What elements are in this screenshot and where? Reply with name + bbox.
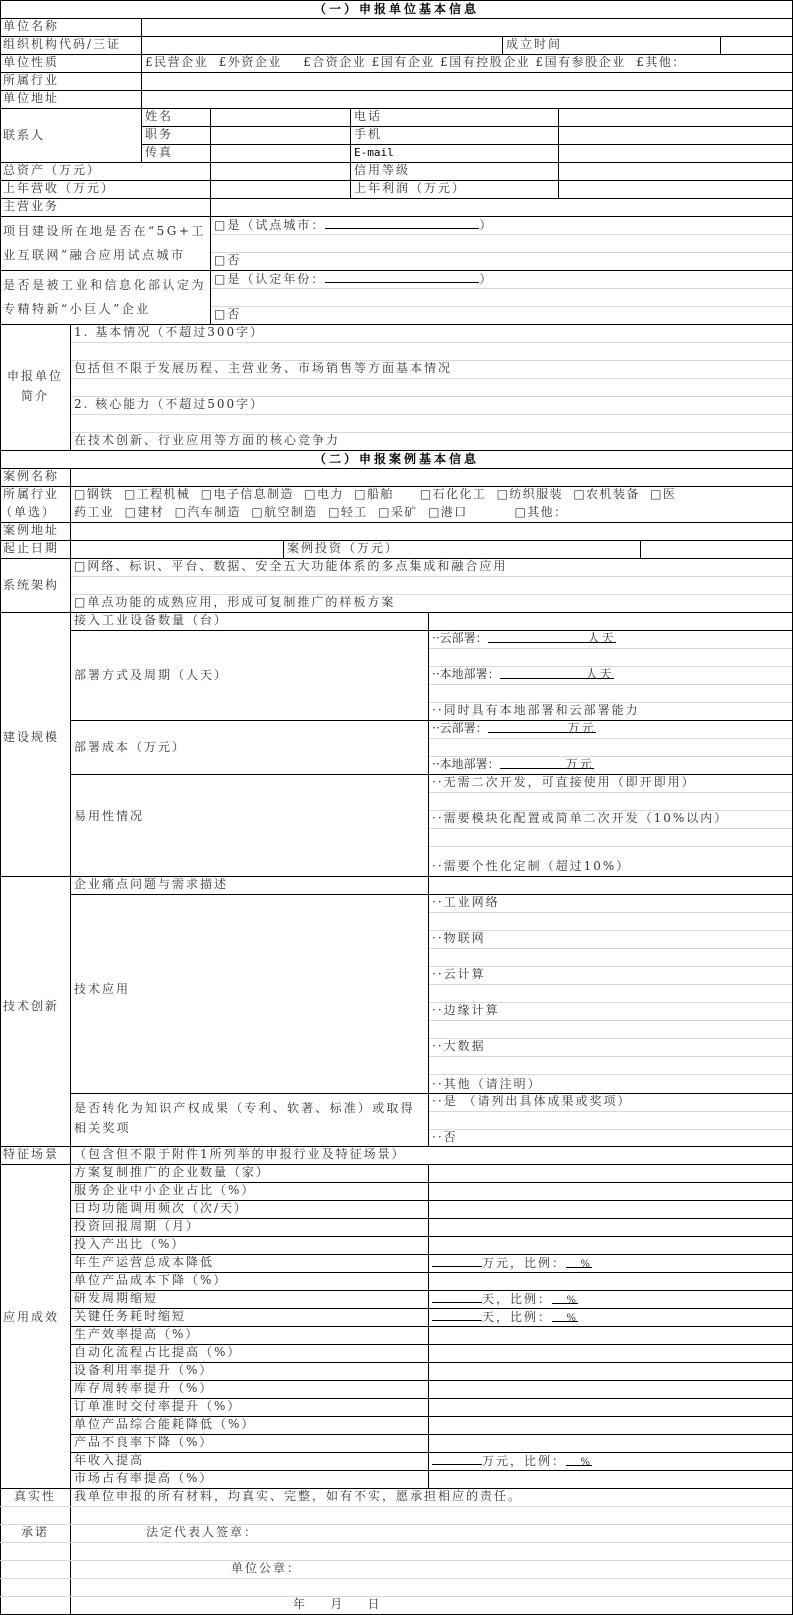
unit-seal[interactable]: 单位公章：: [231, 1561, 302, 1575]
little-giant-year-input[interactable]: [325, 270, 479, 283]
effect-row-value[interactable]: [429, 1272, 792, 1290]
email-field[interactable]: [559, 144, 792, 162]
org-code-label: 组织机构代码/三证: [3, 37, 122, 51]
total-assets-field[interactable]: [211, 162, 349, 180]
architecture-option-2[interactable]: □单点功能的成熟应用，形成可复制推广的样板方案: [74, 595, 396, 609]
effect-row-label: 库存周转率提升（%）: [74, 1381, 214, 1395]
effect-amount-input[interactable]: [432, 1254, 482, 1267]
tech-option-other[interactable]: ··其他（请注明）: [432, 1077, 542, 1091]
case-industry-label-1: 所属行业: [3, 487, 60, 501]
effect-row-label: 单位产品综合能耗降低（%）: [74, 1417, 256, 1431]
effect-ratio-input[interactable]: %: [566, 1255, 592, 1268]
effect-row-value[interactable]: [429, 1236, 792, 1254]
effect-row-value[interactable]: [429, 1218, 792, 1236]
ip-option-yes[interactable]: ··是 （请列出具体成果或奖项）: [432, 1094, 632, 1108]
intro-item-1: 1. 基本情况（不超过300字）: [74, 325, 265, 339]
contact-position-label: 职务: [145, 127, 174, 141]
address-label: 单位地址: [3, 91, 60, 105]
pilot-city-yes[interactable]: □是（试点城市： ）: [214, 218, 494, 232]
industry-label: 所属行业: [3, 73, 60, 87]
intro-item-2: 包括但不限于发展历程、主营业务、市场销售等方面基本情况: [74, 361, 453, 375]
tech-option-bigdata[interactable]: ··大数据: [432, 1039, 486, 1053]
little-giant-question: 是否是被工业和信息化部认定为专精特新“小巨人”企业: [3, 278, 207, 316]
effect-row-value[interactable]: [429, 1416, 792, 1434]
dates-label: 起止日期: [3, 541, 60, 555]
deploy-cloud-option[interactable]: ··云部署： 人天: [432, 631, 616, 645]
contact-position-field[interactable]: [211, 126, 349, 144]
scale-label: 建设规模: [3, 730, 60, 744]
tech-option-cloud[interactable]: ··云计算: [432, 967, 486, 981]
effect-row-value[interactable]: 天，比例： %: [429, 1290, 792, 1308]
total-assets-label: 总资产（万元）: [3, 163, 102, 177]
contact-fax-field[interactable]: [211, 144, 349, 162]
little-giant-yes[interactable]: □是（认定年份： ）: [214, 272, 494, 286]
phone-field[interactable]: [559, 108, 792, 126]
case-address-field[interactable]: [71, 522, 792, 540]
case-name-label: 案例名称: [3, 469, 60, 483]
deploy-local-option[interactable]: ··本地部署： 人天: [432, 667, 614, 681]
effect-row-value[interactable]: [429, 1362, 792, 1380]
nature-options[interactable]: £民营企业 £外资企业 £合资企业 £国有企业 £国有控股企业 £国有参股企业 £其他：: [145, 55, 686, 69]
effect-row-value[interactable]: 万元，比例： %: [429, 1254, 792, 1272]
effect-row-label: 方案复制推广的企业数量（家）: [74, 1165, 271, 1179]
pain-points-field[interactable]: [429, 876, 792, 894]
intro-item-3: 2. 核心能力（不超过500字）: [74, 397, 265, 411]
email-label: E-mail: [354, 146, 394, 159]
contact-name-field[interactable]: [211, 108, 349, 126]
effect-row-value[interactable]: [429, 1380, 792, 1398]
phone-label: 电话: [354, 109, 383, 123]
usability-option-3[interactable]: ··需要个性化定制（超过10%）: [432, 859, 631, 873]
founded-label: 成立时间: [506, 37, 563, 51]
pledge-label-truth: 真实性: [13, 1489, 56, 1503]
effect-row-label: 市场占有率提高（%）: [74, 1471, 214, 1485]
contact-label: 联系人: [3, 128, 46, 142]
effect-row-label: 年生产运营总成本降低: [74, 1255, 215, 1269]
pilot-city-question: 项目建设所在地是否在“5G+工业互联网”融合应用试点城市: [3, 224, 206, 262]
effect-ratio-input[interactable]: %: [552, 1309, 578, 1322]
pilot-city-no[interactable]: □否: [214, 253, 242, 267]
dates-field[interactable]: [71, 540, 283, 558]
case-address-label: 案例地址: [3, 523, 60, 537]
ip-option-no[interactable]: ··否: [432, 1130, 458, 1144]
effect-row-value[interactable]: [429, 1344, 792, 1362]
tech-option-iot[interactable]: ··物联网: [432, 931, 486, 945]
architecture-option-1[interactable]: □网络、标识、平台、数据、安全五大功能体系的多点集成和融合应用: [74, 559, 508, 573]
effect-row-value[interactable]: [429, 1200, 792, 1218]
effect-row-label: 年收入提高: [74, 1453, 145, 1467]
effect-row-label: 生产效率提高（%）: [74, 1327, 200, 1341]
cost-local-input[interactable]: 万元: [500, 756, 594, 769]
usability-label: 易用性情况: [74, 809, 145, 823]
legal-rep-signature[interactable]: 法定代表人签章：: [146, 1525, 259, 1539]
main-business-field[interactable]: [211, 198, 792, 216]
little-giant-no[interactable]: □否: [214, 307, 242, 321]
effect-ratio-input[interactable]: %: [552, 1291, 578, 1304]
devices-field[interactable]: [429, 612, 792, 630]
effect-row-value[interactable]: [429, 1434, 792, 1452]
unit-name-label: 单位名称: [3, 19, 60, 33]
tech-app-label: 技术应用: [74, 982, 131, 996]
effect-amount-input[interactable]: [432, 1290, 482, 1303]
usability-option-1[interactable]: ··无需二次开发，可直接使用（即开即用）: [432, 775, 696, 789]
effect-row-label: 关键任务耗时缩短: [74, 1309, 187, 1323]
industry-field[interactable]: [142, 72, 792, 90]
tech-option-edge[interactable]: ··边缘计算: [432, 1003, 500, 1017]
pledge-statement: 我单位申报的所有材料，均真实、完整，如有不实，愿承担相应的责任。: [74, 1489, 523, 1503]
effect-row-label: 自动化流程占比提高（%）: [74, 1345, 242, 1359]
effect-row-label: 单位产品成本下降（%）: [74, 1273, 228, 1287]
effect-row-value[interactable]: [429, 1164, 792, 1182]
effect-row-label: 投资回报周期（月）: [74, 1219, 201, 1233]
innovation-label: 技术创新: [3, 999, 60, 1013]
effect-row-label: 产品不良率下降（%）: [74, 1435, 214, 1449]
tech-option-network[interactable]: ··工业网络: [432, 895, 500, 909]
deploy-local-days-input[interactable]: 人天: [500, 666, 614, 679]
case-industry-options-1[interactable]: □钢铁 □工程机械 □电子信息制造 □电力 □船舶 □石化化工 □纺织服装 □农机装备 □医: [74, 487, 677, 501]
intro-label: 申报单位简介: [6, 369, 63, 403]
section2-title: （二）申报案例基本信息: [313, 452, 479, 466]
effect-row-label: 研发周期缩短: [74, 1291, 159, 1305]
profit-label: 上年利润（万元）: [354, 181, 467, 195]
revenue-field[interactable]: [211, 180, 349, 198]
section1-title: （一）申报单位基本信息: [313, 2, 479, 16]
intro-item-4: 在技术创新、行业应用等方面的核心竞争力: [74, 433, 341, 447]
deploy-cloud-days-input[interactable]: 人天: [488, 630, 616, 643]
pain-points-label: 企业痛点问题与需求描述: [74, 877, 229, 891]
effect-ratio-input[interactable]: %: [566, 1453, 592, 1466]
deploy-both-option[interactable]: ··同时具有本地部署和云部署能力: [432, 703, 640, 717]
scenario-label: 特征场景: [3, 1147, 60, 1161]
effect-row-value[interactable]: [429, 1182, 792, 1200]
cost-local-option[interactable]: ··本地部署： 万元: [432, 757, 594, 771]
effect-row-label: 日均功能调用频次（次/天）: [74, 1201, 249, 1215]
credit-label: 信用等级: [354, 163, 411, 177]
cost-cloud-input[interactable]: 万元: [488, 720, 596, 733]
effect-row-value[interactable]: [429, 1470, 792, 1488]
effect-amount-input[interactable]: [432, 1452, 482, 1465]
main-business-label: 主营业务: [3, 199, 60, 213]
unit-name-field[interactable]: [142, 18, 792, 36]
contact-name-label: 姓名: [145, 109, 174, 123]
address-field[interactable]: [142, 90, 792, 108]
effect-row-value[interactable]: 天，比例： %: [429, 1308, 792, 1326]
devices-label: 接入工业设备数量（台）: [74, 613, 229, 627]
deploy-mode-label: 部署方式及周期（人天）: [74, 668, 229, 682]
usability-option-2[interactable]: ··需要模块化配置或简单二次开发（10%以内）: [432, 811, 729, 825]
investment-label: 案例投资（万元）: [287, 541, 400, 555]
effect-row-label: 服务企业中小企业占比（%）: [74, 1183, 256, 1197]
deploy-cost-label: 部署成本（万元）: [74, 740, 187, 754]
effect-row-value[interactable]: [429, 1326, 792, 1344]
effect-row-label: 订单准时交付率提升（%）: [74, 1399, 242, 1413]
credit-field[interactable]: [559, 162, 792, 180]
little-giant-yes-label: □是（认定年份：: [214, 272, 326, 286]
mobile-field[interactable]: [559, 126, 792, 144]
pilot-city-input[interactable]: [325, 216, 479, 229]
ip-question: 是否转化为知识产权成果（专利、软著、标准）或取得相关奖项: [74, 1101, 415, 1135]
signature-date[interactable]: 年 月 日: [293, 1597, 382, 1611]
nature-label: 单位性质: [3, 55, 60, 69]
cost-cloud-option[interactable]: ··云部署： 万元: [432, 721, 596, 735]
case-industry-label-2: （单选）: [0, 505, 57, 519]
effect-row-label: 投入产出比（%）: [74, 1237, 186, 1251]
effect-label: 应用成效: [3, 1310, 60, 1324]
architecture-label: 系统架构: [3, 578, 60, 592]
effect-amount-input[interactable]: [432, 1308, 482, 1321]
scenario-field[interactable]: （包含但不限于附件1所列举的申报行业及特征场景）: [74, 1147, 406, 1161]
effect-row-value[interactable]: 万元，比例： %: [429, 1452, 792, 1470]
revenue-label: 上年营收（万元）: [3, 181, 116, 195]
effect-row-label: 设备利用率提升（%）: [74, 1363, 214, 1377]
pledge-label-commit: 承诺: [20, 1525, 49, 1539]
founded-field[interactable]: [721, 36, 792, 54]
investment-field[interactable]: [641, 540, 792, 558]
mobile-label: 手机: [354, 127, 383, 141]
effect-row-value[interactable]: [429, 1398, 792, 1416]
case-name-field[interactable]: [71, 468, 792, 486]
org-code-field[interactable]: [142, 36, 502, 54]
pilot-city-yes-label: □是（试点城市：: [214, 218, 326, 232]
profit-field[interactable]: [559, 180, 792, 198]
case-industry-options-2[interactable]: 药工业 □建材 □汽车制造 □航空制造 □轻工 □采矿 □港口 □其他：: [74, 505, 568, 519]
contact-fax-label: 传真: [145, 145, 174, 159]
